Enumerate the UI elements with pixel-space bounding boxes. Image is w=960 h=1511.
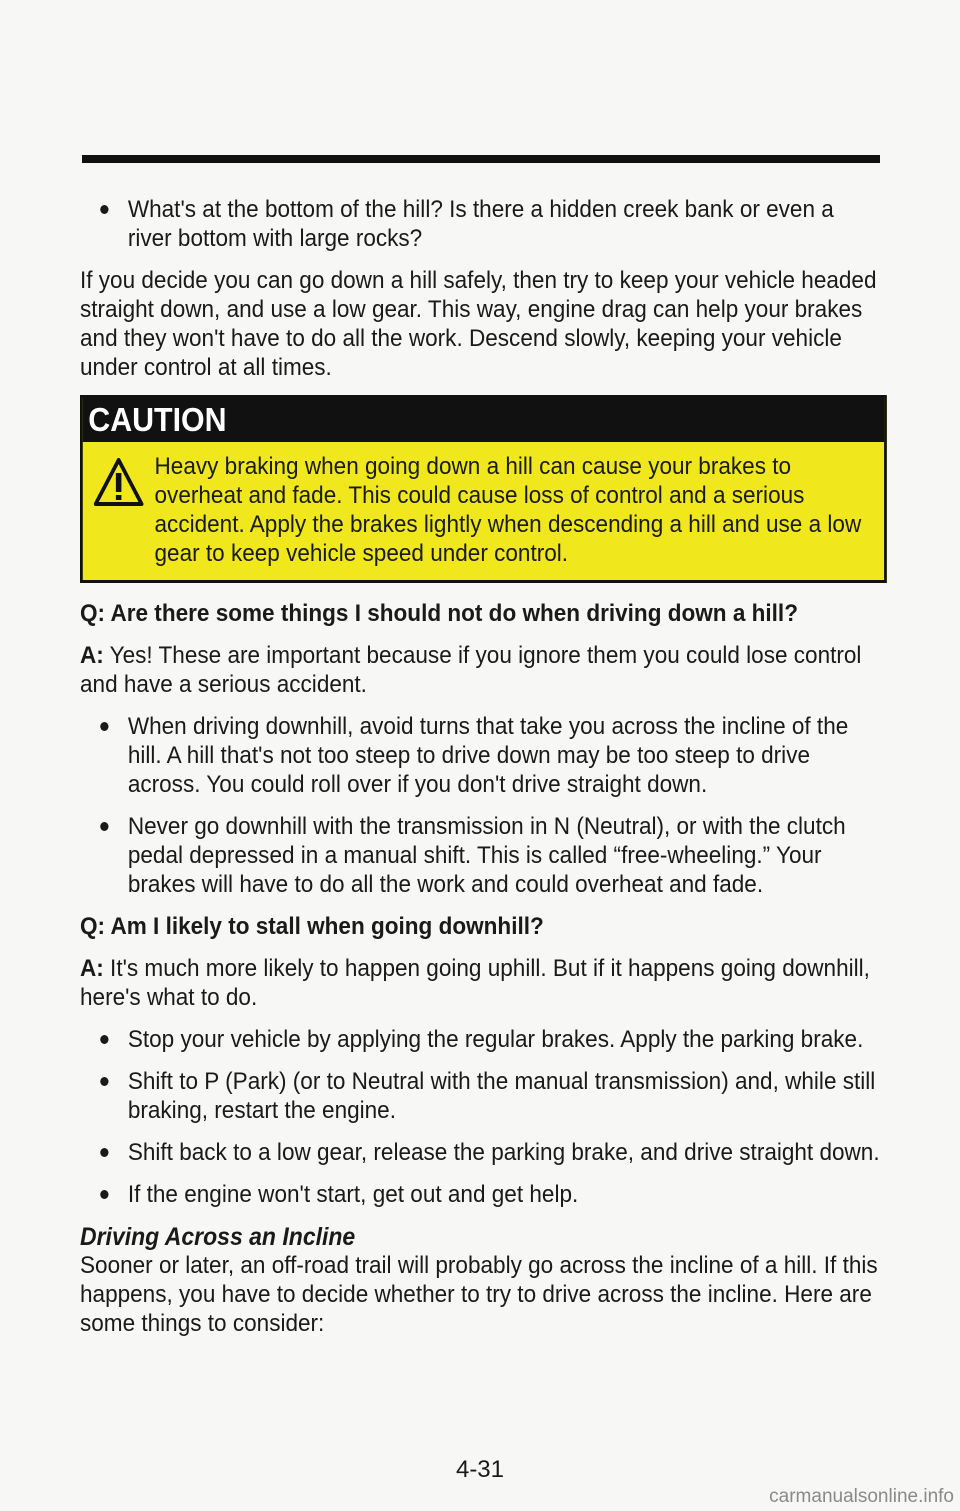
bullet-icon <box>100 205 108 214</box>
section-heading: Driving Across an Incline <box>80 1223 356 1251</box>
caution-text: Heavy braking when going down a hill can cause your brakes to overheat and fade. This could cause loss of control and a serious accident. Apply the brakes lightly when descending a hill and use a low gear to keep vehicle speed under control. <box>154 453 862 567</box>
caution-box <box>80 395 887 583</box>
paragraph: Sooner or later, an off-road trail will probably go across the incline of a hill. If this happens, you have to decide whether to try to drive across the incline. Here are some things to consider: <box>80 1252 878 1337</box>
bullet-icon <box>100 822 108 831</box>
bullet-icon <box>100 1148 108 1157</box>
page-number: 4-31 <box>455 1456 505 1483</box>
answer: A: It's much more likely to happen going uphill. But if it happens going downhill, here's what to do. <box>80 955 870 1011</box>
question: Q: Are there some things I should not do when driving down a hill? <box>80 600 798 627</box>
warning-icon <box>94 458 144 506</box>
question: Q: Am I likely to stall when going downhill? <box>80 913 544 940</box>
paragraph: If you decide you can go down a hill safely, then try to keep your vehicle headed straight down, and use a low gear. This way, engine drag can help your brakes and they won't have to do all the work. Descend slowly, keeping your vehicle under control at all times. <box>80 267 877 381</box>
bullet-icon <box>100 1190 108 1199</box>
list-item: Stop your vehicle by applying the regular brakes. Apply the parking brake. <box>80 1025 880 1054</box>
caution-title: CAUTION <box>83 398 884 442</box>
bullet-icon <box>100 722 108 731</box>
page-content <box>80 195 880 1351</box>
list-item: If the engine won't start, get out and get help. <box>80 1180 880 1209</box>
bullet-icon <box>100 1077 108 1086</box>
bullet-icon <box>100 1035 108 1044</box>
watermark: carmanualsonline.info <box>769 1486 954 1507</box>
list-item: Shift back to a low gear, release the parking brake, and drive straight down. <box>80 1138 880 1167</box>
list-item: When driving downhill, avoid turns that take you across the incline of the hill. A hill that's not too steep to drive down may be too steep to drive across. You could roll over if you don't drive straight down. <box>80 712 880 799</box>
answer: A: Yes! These are important because if you ignore them you could lose control and have a serious accident. <box>80 642 862 698</box>
list-item: Shift to P (Park) (or to Neutral with the manual transmission) and, while still braking, restart the engine. <box>80 1067 880 1125</box>
top-rule <box>82 155 880 163</box>
list-item: What's at the bottom of the hill? Is there a hidden creek bank or even a river bottom with large rocks? <box>80 195 880 253</box>
list-item: Never go downhill with the transmission in N (Neutral), or with the clutch pedal depressed in a manual shift. This is called “free-wheeling.” Your brakes will have to do all the work and could overheat and fade. <box>80 812 880 899</box>
